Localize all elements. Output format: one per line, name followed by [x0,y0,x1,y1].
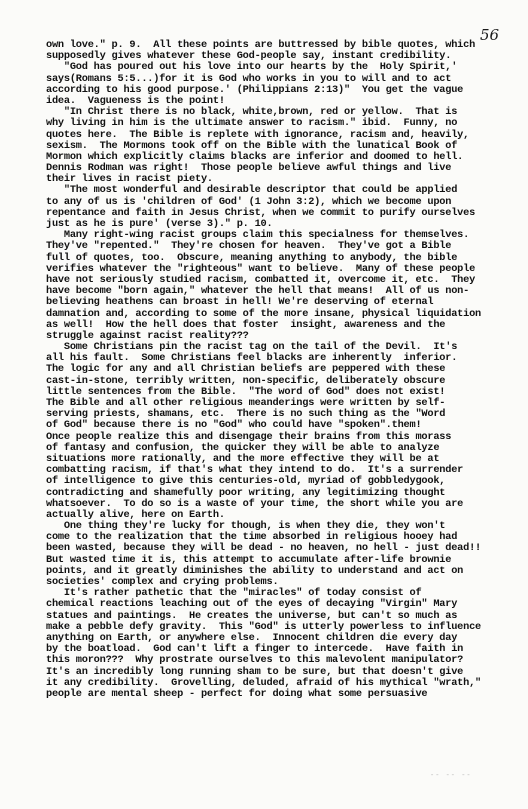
text-line: this moron??? Why prostrate ourselves to this malevolent manipulator? [46,654,464,667]
text-line: according to his good purpose.' (Philippians 2:13)" You get the vague [46,83,464,96]
text-line: They've "repented." They're chosen for heaven. They've got a Bible [46,240,452,253]
text-line: societies' complex and crying problems. [46,576,279,588]
text-line: cast-in-stone, terribly written, non-specific, deliberately obscure [46,374,446,387]
text-line: full of quotes, too. Obscure, meaning anything to anybody, the bible [46,251,458,264]
text-line: Some Christians pin the racist tag on the tail of the Devil. It's [46,341,458,354]
text-line: of intelligence to give this centuries-old, myriad of gobbledygook, [46,475,446,488]
text-line: It's rather pathetic that the "miracles" of today consist of [46,587,422,600]
text-line: idea. Vagueness is the point! [46,94,225,107]
text-line: own love." p. 9. All these points are buttressed by bible quotes, which [46,39,476,51]
text-line: been wasted, because they will be dead - no heaven, no hell - just dead!! [46,542,482,555]
text-line: anything on Earth, or anywhere else. Innocent children die every day [46,631,458,644]
text-line: have become "born again," whatever the hell that means! All of us non- [46,285,470,298]
text-line: it any credibility. Grovelling, deluded, afraid of his mythical "wrath," [46,676,482,689]
text-line: come to the realization that the time absorbed in religious hooey had [46,531,458,544]
text-line: have not seriously studied racism, combatted it, overcome it, etc. They [46,273,476,286]
text-line: Once people realize this and disengage their brains from this morass [46,430,452,443]
text-line: all his fault. Some Christians feel blacks are inherently inferior. [46,352,458,365]
text-line: Dennis Rodman was right! Those people believe awful things and live [46,162,452,175]
faint-scan-mark: -- -- -- [430,772,472,780]
text-line: situations more rationally, and the more effective they will be at [46,452,440,465]
text-line: of God" because there is no "God" who could have "spoken".them! [46,419,422,432]
text-line: whatsoever. To do so is a waste of your time, the short while you are [46,497,464,510]
text-line: repentance and faith in Jesus Christ, when we commit to purify ourselves [46,206,476,219]
text-line: why living in him is the ultimate answer to racism." ibid. Funny, no [46,117,458,130]
text-line: by the boatload. God can't lift a finger to intercede. Have faith in [46,643,464,656]
text-line: Many right-wing racist groups claim this specialness for themselves. [46,229,470,242]
typewritten-text-body [46,40,520,700]
text-line: Mormon which explicitly claims blacks are inferior and doomed to hell. [46,150,464,163]
text-line: sexism. The Mormons took off on the Bible with the lunatical Book of [46,139,458,152]
text-line: people are mental sheep - perfect for doing what some persuasive [46,687,428,700]
page-number: 56 [480,26,500,44]
text-line: But wasted time it is, this attempt to accumulate after-life brownie [46,553,452,566]
text-line: make a pebble defy gravity. This "God" is utterly powerless to influence [46,620,482,633]
text-line: supposedly gives whatever these God-people say, instant credibility. [46,50,452,63]
text-line: quotes here. The Bible is replete with ignorance, racism and, heavily, [46,128,470,141]
text-line: chemical reactions leaching out of the eyes of decaying "Virgin" Mary [46,598,458,611]
text-line: believing heathens can broast in hell! We're deserving of eternal [46,296,434,309]
text-line: statues and paintings. He creates the universe, but can't so much as [46,609,458,622]
text-line: little sentences from the Bible. "The word of God" does not exist! [46,385,446,398]
text-line: It's an incredibly long running sham to be sure, but that doesn't give [46,665,464,678]
text-line: contradicting and shamefully poor writing, any legitimizing thought [46,486,446,499]
text-line: The logic for any and all Christian beliefs are peppered with these [46,363,446,376]
text-line: "God has poured out his love into our hearts by the Holy Spirit,' [46,61,458,74]
text-line: of fantasy and confusion, the quicker they will be able to analyze [46,441,440,454]
text-line: just as he is pure' (verse 3)." p. 10. [46,218,273,230]
text-line: damnation and, according to some of the more insane, physical liquidation [46,307,482,320]
text-line: The Bible and all other religious meanderings were written by self- [46,397,446,409]
text-line: points, and it greatly diminishes the ability to understand and act on [46,564,464,577]
text-line: One thing they're lucky for though, is when they die, they won't [46,520,446,533]
text-line: as well! How the hell does that foster insight, awareness and the [46,318,446,331]
text-line: combatting racism, if that's what they intend to do. It's a surrender [46,464,464,477]
text-line: says(Romans 5:5...)for it is God who works in you to will and to act [46,72,452,85]
text-line: "The most wonderful and desirable descriptor that could be applied [46,184,458,197]
text-line: actually alive, here on Earth. [46,508,225,521]
text-line: their lives in racist piety. [46,173,213,186]
text-line: serving priests, shamans, etc. There is no such thing as the "Word [46,408,446,421]
text-line: "In Christ there is no black, white,brown, red or yellow. That is [46,106,458,119]
text-line: verifies whatever the "righteous" want to believe. Many of these people [46,262,476,275]
text-line: struggle against racist reality??? [46,329,249,342]
text-line: to any of us is 'children of God' (1 John 3:2), which we become upon [46,195,452,208]
